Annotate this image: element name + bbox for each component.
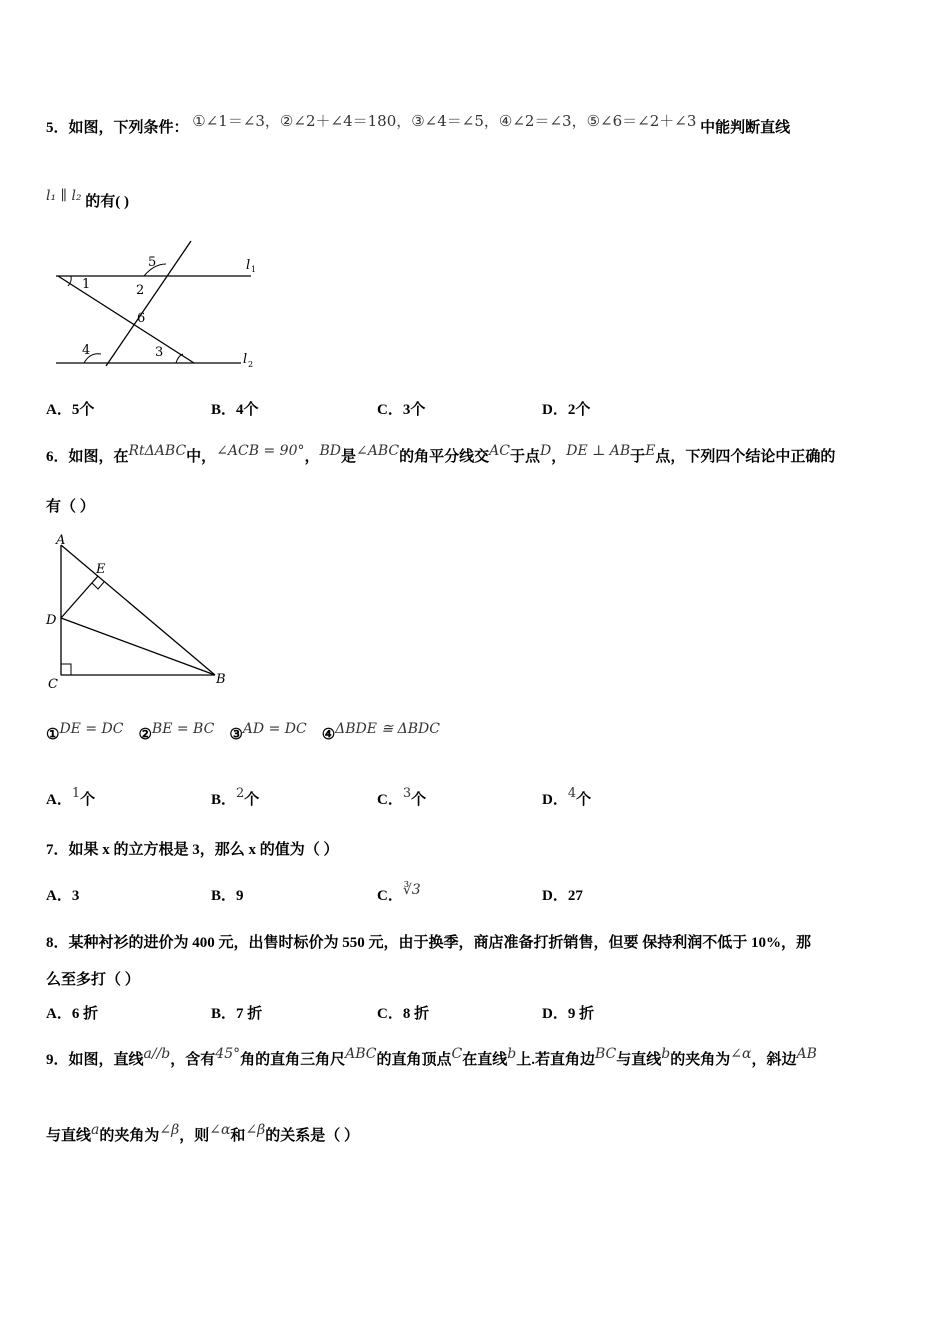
label-B: B	[216, 672, 226, 687]
q8-stem: 8．某种衬衫的进价为 400 元，出售时标价为 550 元，由于换季，商店准备打折销售，但要 保持利润不低于 10%，那	[46, 935, 812, 951]
label-D: D	[46, 613, 57, 628]
label-1: 1	[82, 277, 91, 292]
right-angle-e	[92, 582, 104, 589]
label-l2: l	[243, 352, 248, 367]
label-A: A	[56, 533, 66, 548]
q5-option-a[interactable]: A．5个	[46, 402, 95, 418]
q8-stem-line2: 么至多打（ ）	[46, 972, 140, 988]
q7-option-c[interactable]: C．∛3	[377, 882, 421, 904]
q6-figure	[40, 530, 240, 695]
label-5: 5	[148, 255, 157, 270]
q5-option-b[interactable]: B．4个	[211, 402, 259, 418]
label-6: 6	[137, 311, 146, 326]
label-l1: l	[246, 258, 251, 273]
q5-stem: 5．如图，下列条件： ①∠1＝∠3，②∠2＋∠4＝180，③∠4＝∠5，④∠2＝∠3，⑤∠6＝∠2＋∠3 中能判断直线	[46, 112, 791, 136]
q9-stem-line2: 与直线a的夹角为∠β，则∠α和∠β的关系是（ ）	[46, 1122, 360, 1144]
q8-option-d[interactable]: D．9 折	[542, 1006, 595, 1022]
label-C: C	[48, 677, 58, 692]
q5-figure	[46, 236, 276, 376]
q9-stem: 9．如图，直线a//b，含有45°角的直角三角尺ABC的直角顶点C在直线b上.若直角边BC与直线b的夹角为∠α，斜边AB	[46, 1046, 817, 1068]
side-ab	[61, 545, 215, 675]
q7-option-d[interactable]: D．27	[542, 888, 583, 904]
transversal-2	[58, 276, 194, 363]
right-angle-c	[61, 664, 71, 675]
q5-parallel: l₁ ∥ l₂	[46, 188, 82, 204]
label-2: 2	[136, 283, 145, 298]
q6-option-c[interactable]: C．3个	[377, 786, 427, 808]
q8-option-b[interactable]: B．7 折	[211, 1006, 263, 1022]
label-l2-sub: 2	[248, 360, 254, 369]
label-l1-sub: 1	[251, 265, 257, 274]
label-E: E	[96, 562, 106, 577]
q5-option-c[interactable]: C．3个	[377, 402, 426, 418]
segment-de	[61, 576, 98, 618]
q6-statements: ①DE = DC ②BE = BC ③AD = DC ④ΔBDE ≅ ΔBDC	[46, 721, 440, 743]
q7-option-a[interactable]: A．3	[46, 888, 80, 904]
q7-option-b[interactable]: B．9	[211, 888, 244, 904]
segment-bd	[61, 618, 215, 675]
q6-option-b[interactable]: B．2个	[211, 786, 260, 808]
q6-option-a[interactable]: A．1个	[46, 786, 96, 808]
q8-option-a[interactable]: A．6 折	[46, 1006, 99, 1022]
q6-stem: 6．如图，在RtΔABC中，∠ACB = 90°，BD是∠ABC的角平分线交AC于点D，DE ⊥ AB于E点，下列四个结论中正确的	[46, 443, 836, 465]
label-3: 3	[155, 345, 164, 360]
q8-option-c[interactable]: C．8 折	[377, 1006, 430, 1022]
q6-stem-line2: 有（ ）	[46, 499, 95, 515]
q5-stem-line2: l₁ ∥ l₂ 的有( )	[46, 188, 130, 210]
q5-conditions: ①∠1＝∠3，②∠2＋∠4＝180，③∠4＝∠5，④∠2＝∠3，⑤∠6＝∠2＋∠3	[192, 112, 697, 130]
q5-option-d[interactable]: D．2个	[542, 402, 591, 418]
q7-stem: 7．如果 x 的立方根是 3，那么 x 的值为（ ）	[46, 842, 339, 858]
q6-option-d[interactable]: D．4个	[542, 786, 592, 808]
label-4: 4	[82, 343, 91, 358]
